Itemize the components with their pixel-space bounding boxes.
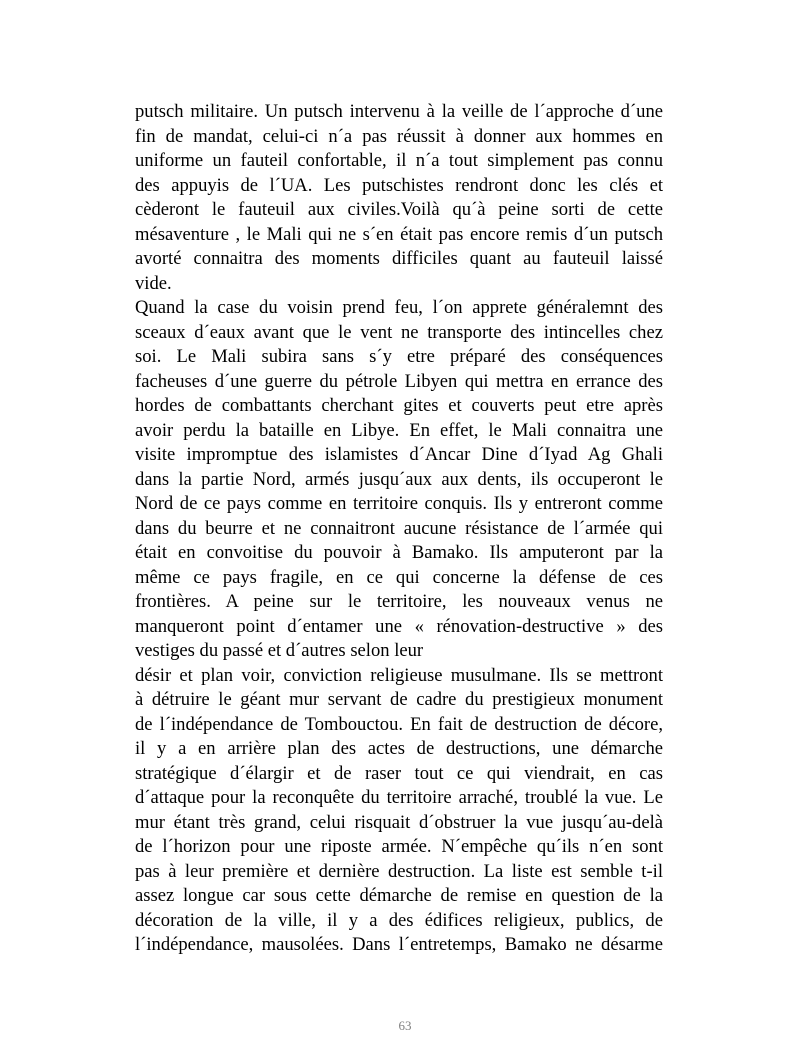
text-line: décoration de la ville, il y a des édifices religieux, publics, de xyxy=(135,909,663,931)
text-line: visite impromptue des islamistes d´Ancar Dine d´Iyad Ag Ghali xyxy=(135,444,663,465)
text-line: putsch militaire. Un putsch intervenu à la veille de l´approche d´une xyxy=(135,101,663,122)
text-line: cèderont le fauteuil aux civiles.Voilà qu´à peine sorti de cette xyxy=(135,199,663,220)
text-line: uniforme un fauteil confortable, il n´a tout simplement pas connu xyxy=(135,150,663,171)
text-line: assez longue car sous cette démarche de remise en question de la xyxy=(135,885,663,906)
text-line: était en convoitise du pouvoir à Bamako. Ils amputeront par la xyxy=(135,542,663,563)
text-line: frontières. A peine sur le territoire, les nouveaux venus ne xyxy=(135,591,663,612)
text-line: dans la partie Nord, armés jusqu´aux aux dents, ils occuperont le xyxy=(135,468,663,490)
text-line: l´indépendance, mausolées. Dans l´entretemps, Bamako ne désarme xyxy=(135,934,663,955)
text-line: Nord de ce pays comme en territoire conquis. Ils y entreront comme xyxy=(135,493,663,514)
text-line: manqueront point d´entamer une « rénovation-destructive » des xyxy=(135,615,663,637)
text-line: hordes de combattants cherchant gites et couverts peut etre après xyxy=(135,395,663,416)
text-line: dans du beurre et ne connaitront aucune résistance de l´armée qui xyxy=(135,517,663,539)
text-line: d´attaque pour la reconquête du territoire arraché, troublé la vue. Le xyxy=(135,787,663,808)
body-text xyxy=(135,100,663,958)
text-line: avorté connaitra des moments difficiles quant au fauteuil laissé xyxy=(135,248,663,269)
text-line: des appuyis de l´UA. Les putschistes rendront donc les clés et xyxy=(135,174,663,196)
text-line: vestiges du passé et d´autres selon leur xyxy=(135,640,424,661)
text-line: pas à leur première et dernière destruction. La liste est semble t-il xyxy=(135,860,663,882)
text-line: facheuses d´une guerre du pétrole Libyen qui mettra en errance des xyxy=(135,370,663,392)
text-line: désir et plan voir, conviction religieuse musulmane. Ils se mettront xyxy=(135,664,663,686)
text-line: soi. Le Mali subira sans s´y etre préparé des conséquences xyxy=(135,346,663,367)
text-line: stratégique d´élargir et de raser tout ce qui viendrait, en cas xyxy=(135,762,663,784)
text-line: de l´horizon pour une riposte armée. N´empêche qu´ils n´en sont xyxy=(135,836,663,857)
text-line: il y a en arrière plan des actes de destructions, une démarche xyxy=(135,738,663,759)
text-line: Quand la case du voisin prend feu, l´on apprete généralemnt des xyxy=(135,297,663,318)
text-line: mésaventure , le Mali qui ne s´en était pas encore remis d´un putsch xyxy=(135,223,663,245)
text-line: sceaux d´eaux avant que le vent ne transporte des intincelles chez xyxy=(135,321,663,343)
page-number: 63 xyxy=(398,1018,412,1033)
text-line: avoir perdu la bataille en Libye. En effet, le Mali connaitra une xyxy=(135,419,663,441)
text-line: à détruire le géant mur servant de cadre du prestigieux monument xyxy=(135,689,663,710)
text-line: même ce pays fragile, en ce qui concerne la défense de ces xyxy=(135,566,663,588)
text-line: fin de mandat, celui-ci n´a pas réussit à donner aux hommes en xyxy=(135,125,663,147)
text-line: mur étant très grand, celui risquait d´obstruer la vue jusqu´au-delà xyxy=(135,811,663,833)
text-line: de l´indépendance de Tombouctou. En fait de destruction de décore, xyxy=(135,713,663,735)
text-line: vide. xyxy=(135,272,172,294)
